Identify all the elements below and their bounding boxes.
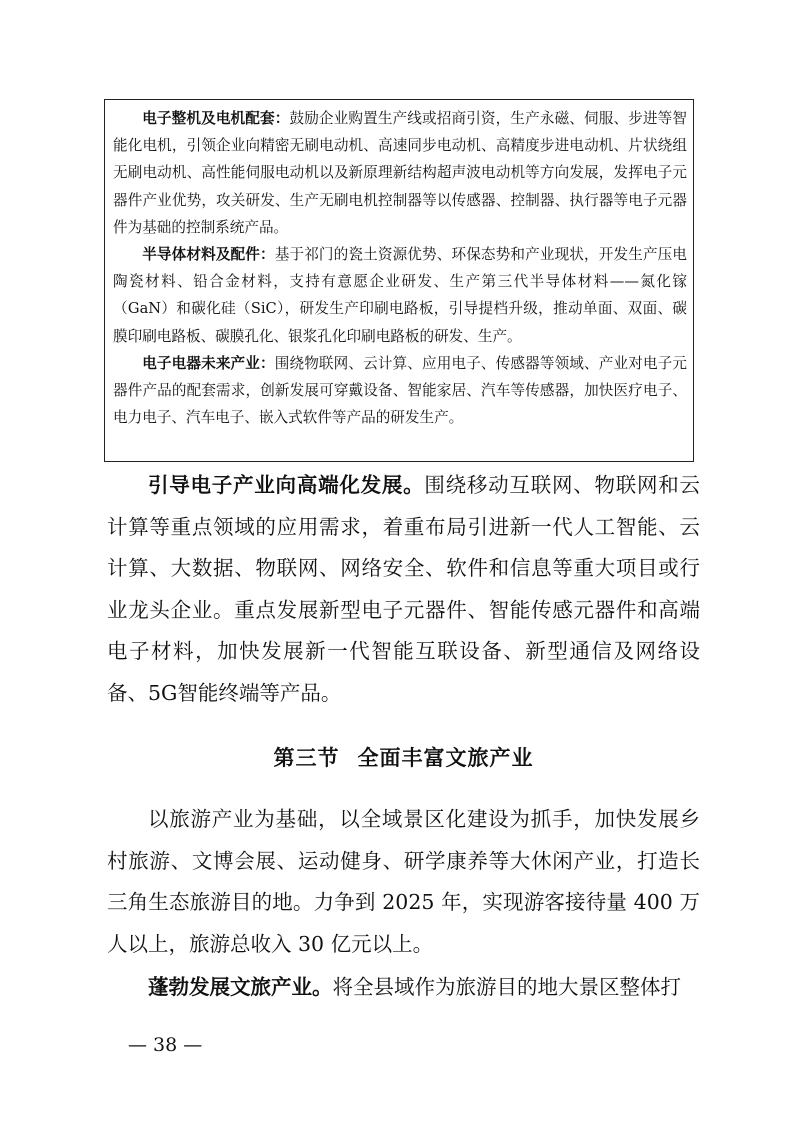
- section-title: 全面丰富文旅产业: [357, 746, 534, 770]
- box-item-title: 半导体材料及配件：: [142, 246, 275, 264]
- box-item-title: 电子整机及电机配套：: [142, 110, 290, 127]
- paragraph-culture-tourism: [107, 967, 700, 1009]
- paragraph-lead: 引导电子产业向高端化发展。: [148, 473, 425, 497]
- box-item-text: 鼓励企业购置生产线或招商引资，生产永磁、伺服、步进等智能化电机，引领企业向精密无刷电动机、高速同步电动机、高精度步进电动机、片状绕组无刷电动机、高性能伺服电动机以及新原理新结构超声波电动机等方向发展，发挥电子元器件产业优势，攻关研发、生产无刷电机控制器等以传感器、控制器、执行器等电子元器件为基础的控制系统产品。: [113, 110, 687, 236]
- paragraph-lead: 蓬勃发展文旅产业。: [148, 975, 333, 999]
- section-heading: [107, 740, 700, 776]
- paragraph-text: 以旅游产业为基础，以全域景区化建设为抓手，加快发展乡村旅游、文博会展、运动健身、研学康养等大休闲产业，打造长三角生态旅游目的地。力争到 2025 年，实现游客接待量 400 万人以上，旅游总收入 30 亿元以上。: [107, 807, 700, 956]
- page-number: — 38 —: [128, 1034, 203, 1056]
- box-item-motor: [113, 105, 687, 241]
- paragraph-tourism-overview: [107, 799, 700, 965]
- box-item-future-industry: [113, 350, 687, 432]
- box-item-text: 围绕物联网、云计算、应用电子、传感器等领域、产业对电子元器件产品的配套需求，创新发展可穿戴设备、智能家居、汽车等传感器，加快医疗电子、电力电子、汽车电子、嵌入式软件等产品的研发生产。: [113, 354, 687, 427]
- box-item-text: 基于祁门的瓷土资源优势、环保态势和产业现状，开发生产压电陶瓷材料、铅合金材料，支持有意愿企业研发、生产第三代半导体材料——氮化镓（GaN）和碳化硅（SiC），研发生产印刷电路板，引导提档升级，推动单面、双面、碳膜印刷电路板、碳膜孔化、银浆孔化印刷电路板的研发、生产。: [113, 246, 687, 345]
- industry-info-box: [104, 99, 694, 462]
- box-item-title: 电子电器未来产业：: [142, 354, 275, 372]
- paragraph-text: 将全县域作为旅游目的地大景区整体打: [332, 975, 681, 999]
- paragraph-electronics-high-end: [107, 465, 700, 714]
- paragraph-text: 围绕移动互联网、物联网和云计算等重点领域的应用需求，着重布局引进新一代人工智能、云计算、大数据、物联网、网络安全、软件和信息等重大项目或行业龙头企业。重点发展新型电子元器件、智能传感元器件和高端电子材料，加快发展新一代智能互联设备、新型通信及网络设备、5G智能终端等产品。: [107, 473, 701, 705]
- box-item-semiconductor: [113, 241, 687, 350]
- section-number: 第三节: [273, 746, 340, 770]
